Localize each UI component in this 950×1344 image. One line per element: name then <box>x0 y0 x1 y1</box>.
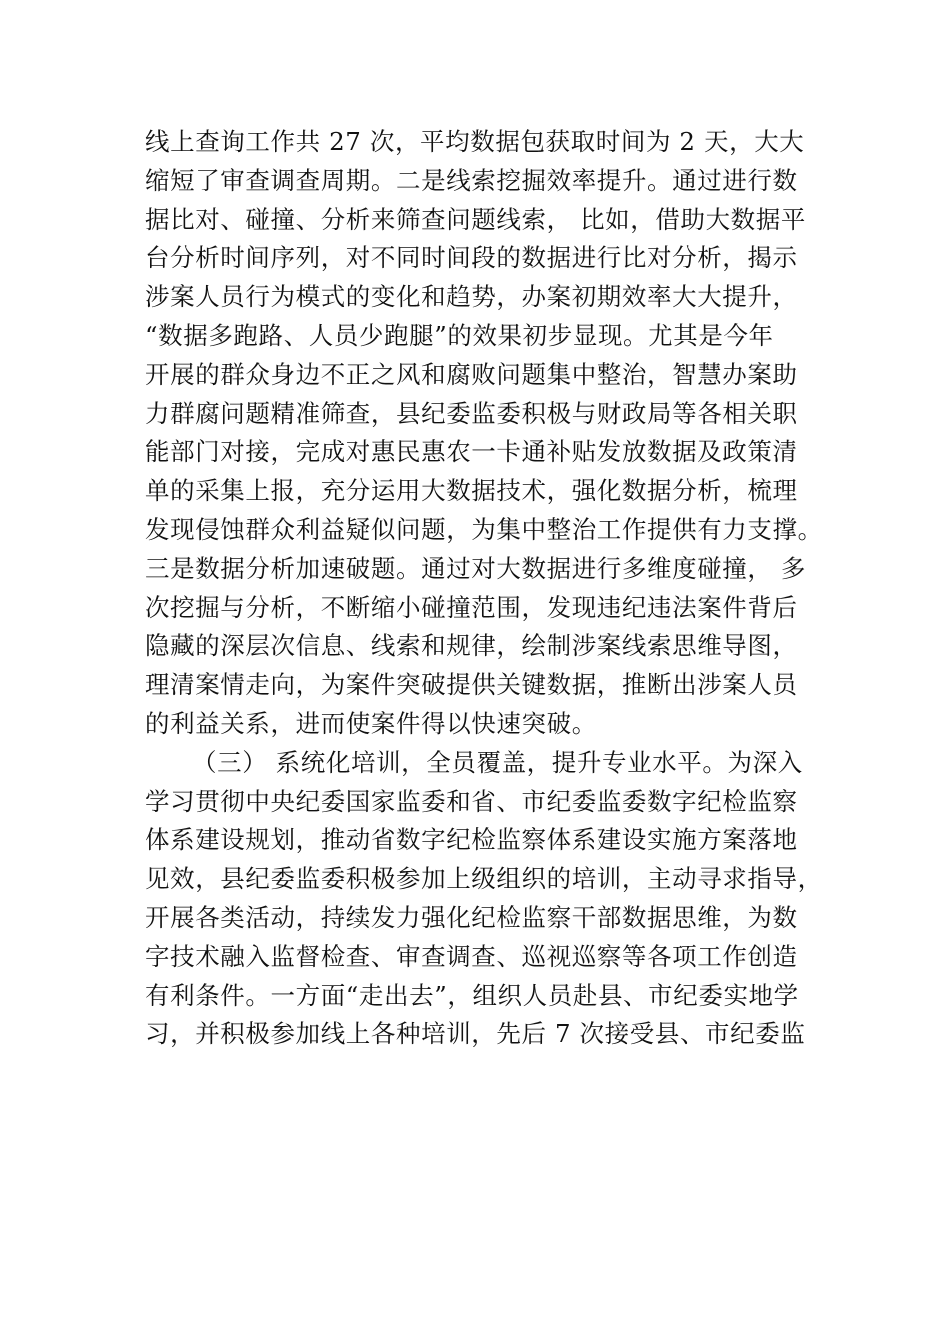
text-line: 次挖掘与分析，不断缩小碰撞范围，发现违纪违法案件背后 <box>145 592 798 622</box>
text-line: 隐藏的深层次信息、线索和规律，绘制涉案线索思维导图， <box>145 631 798 661</box>
text-line: 单的采集上报，充分运用大数据技术，强化数据分析，梳理 <box>145 476 798 506</box>
text-line: 发现侵蚀群众利益疑似问题，为集中整治工作提供有力支撑。 <box>145 514 823 544</box>
text-line-indented: （三） 系统化培训，全员覆盖，提升专业水平。为深入 <box>192 747 803 777</box>
text-line: 学习贯彻中央纪委国家监委和省、市纪委监委数字纪检监察 <box>145 786 798 816</box>
body-text <box>145 123 825 1054</box>
text-line: 缩短了审查调查周期。二是线索挖掘效率提升。通过进行数 <box>145 165 798 195</box>
text-line: 字技术融入监督检查、审查调查、巡视巡察等各项工作创造 <box>145 941 798 971</box>
text-line: 能部门对接，完成对惠民惠农一卡通补贴发放数据及政策清 <box>145 437 798 467</box>
text-line: 理清案情走向，为案件突破提供关键数据，推断出涉案人员 <box>145 670 798 700</box>
text-line: 力群腐问题精准筛查，县纪委监委积极与财政局等各相关职 <box>145 398 798 428</box>
text-line: 的利益关系，进而使案件得以快速突破。 <box>145 708 597 738</box>
paragraph-2 <box>145 744 825 1054</box>
text-line: 三是数据分析加速破题。通过对大数据进行多维度碰撞， 多 <box>145 553 806 583</box>
text-line: 有利条件。一方面“走出去”，组织人员赴县、市纪委实地学 <box>145 980 799 1010</box>
text-line: 台分析时间序列，对不同时间段的数据进行比对分析，揭示 <box>145 243 798 273</box>
text-line: 体系建设规划，推动省数字纪检监察体系建设实施方案落地 <box>145 825 798 855</box>
text-line: 见效，县纪委监委积极参加上级组织的培训，主动寻求指导， <box>145 864 823 894</box>
paragraph-1 <box>145 123 825 744</box>
text-line: 开展各类活动，持续发力强化纪检监察干部数据思维，为数 <box>145 902 798 932</box>
text-line: 习，并积极参加线上各种培训，先后 7 次接受县、市纪委监 <box>145 1019 806 1049</box>
text-line: 线上查询工作共 27 次，平均数据包获取时间为 2 天，大大 <box>145 127 805 156</box>
text-line: “数据多跑路、人员少跑腿”的效果初步显现。尤其是今年 <box>145 320 774 350</box>
text-line: 涉案人员行为模式的变化和趋势，办案初期效率大大提升， <box>145 282 798 312</box>
text-line: 开展的群众身边不正之风和腐败问题集中整治，智慧办案助 <box>145 359 798 389</box>
text-line: 据比对、碰撞、分析来筛查问题线索， 比如，借助大数据平 <box>145 204 806 234</box>
